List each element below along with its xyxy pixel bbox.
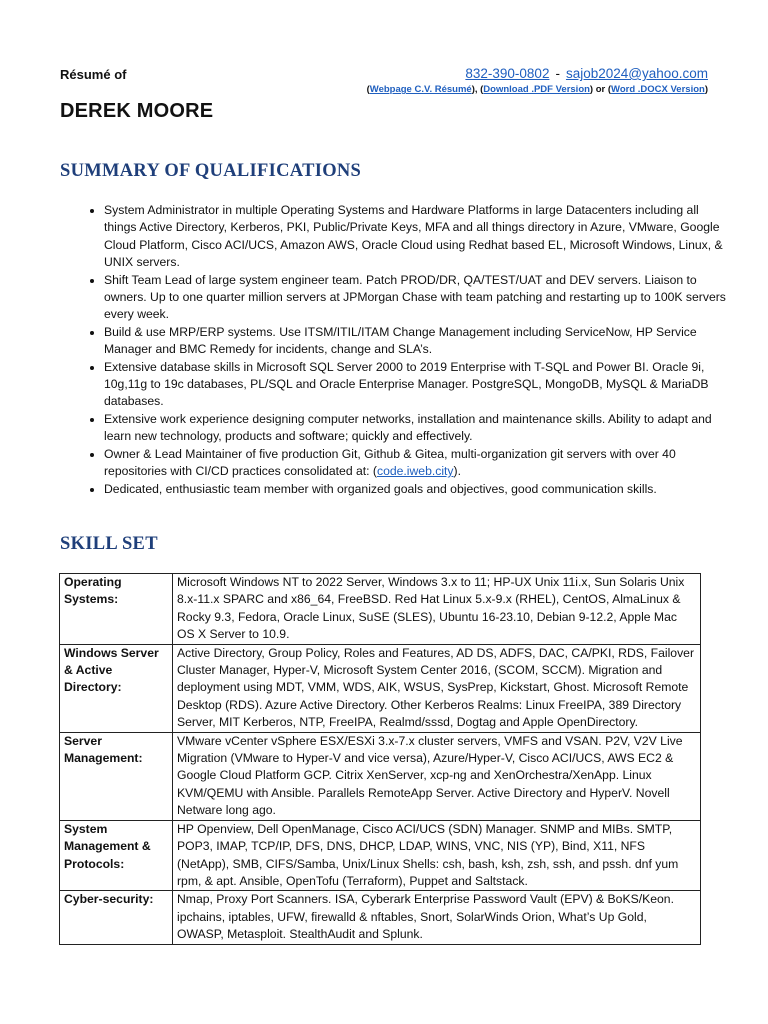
skill-category: Windows Server & Active Directory:	[60, 644, 173, 732]
webpage-cv-link[interactable]: Webpage C.V. Résumé	[369, 84, 472, 95]
contact-separator: -	[555, 66, 560, 81]
resume-of-label: Résumé of	[60, 67, 127, 82]
document-links	[367, 84, 708, 95]
skill-details: HP Openview, Dell OpenManage, Cisco ACI/UCS (SDN) Manager. SNMP and MIBs. SMTP, POP3, IMAP, TCP/IP, DFS, DNS, DHCP, LDAP, WINS, VNC, NIS (YP), Bind, X11, NFS (NetApp), SMB, CIFS/Samba, Unix/Linux Shells: csh, bash, ksh, zsh, ssh, and pssh. dnf yum rpm, & apt. Ansible, OpenTofu (Terraform), Puppet and Saltstack.	[173, 820, 701, 891]
list-item: • Dedicated, enthusiastic team member with organized goals and objectives, good communication skills.	[104, 481, 732, 498]
skill-category: Operating Systems:	[60, 574, 173, 645]
skills-heading: SKILL SET	[60, 534, 158, 554]
table-row	[60, 891, 701, 944]
paren-close: )	[704, 84, 708, 95]
git-item-after: ).	[453, 464, 461, 479]
table-row	[60, 820, 701, 891]
table-row	[60, 574, 701, 645]
table-row	[60, 644, 701, 732]
word-docx-link[interactable]: Word .DOCX Version	[611, 84, 705, 95]
paren-mid-1: ), (	[471, 84, 484, 95]
list-item: • System Administrator in multiple Operating Systems and Hardware Platforms in large Datacenters including all things Active Directory, Kerberos, PKI, Public/Private Keys, MFA and all things directory in Azure, VMware, Google Cloud Platform, Cisco ACI/UCS, Amazon AWS, Oracle Cloud using Redhat based EL, Microsoft Windows, Linux, & UNIX servers.	[104, 202, 732, 272]
code-iweb-city-link[interactable]: code.iweb.city	[376, 464, 454, 479]
summary-heading: SUMMARY OF QUALIFICATIONS	[60, 161, 362, 181]
skill-category: System Management & Protocols:	[60, 820, 173, 891]
skill-details: VMware vCenter vSphere ESX/ESXi 3.x-7.x cluster servers, VMFS and VSAN. P2V, V2V Live Migration (VMware to Hyper-V and vice versa), Azure/Hyper-V, Cisco ACI/UCS, AWS EC2 & Google Cloud Platform GCP. Citrix XenServer, xcp-ng and XenOrchestra/XenApp. Linux KVM/QEMU with Ansible. Parallels RemoteApp Server. Active Directory and HyperV. Novell Netware long ago.	[173, 732, 701, 820]
list-item	[104, 446, 732, 481]
candidate-name: DEREK MOORE	[60, 100, 214, 122]
paren-mid-2: ) or (	[589, 84, 612, 95]
contact-line	[465, 66, 708, 81]
list-item: • Shift Team Lead of large system engineer team. Patch PROD/DR, QA/TEST/UAT and DEV servers. Liaison to owners. Up to one quarter million servers at JPMorgan Chase with team patching and restarting up to 100K servers every week.	[104, 272, 732, 324]
skill-details: Active Directory, Group Policy, Roles and Features, AD DS, ADFS, DAC, CA/PKI, RDS, Failover Cluster Manager, Hyper-V, Microsoft System Center 2016, (SCOM, SCCM). Migration and deployment using MDT, VMM, WDS, AIK, WSUS, SysPrep, Kickstart, Ghost. Microsoft Remote Desktop (RDS). Azure Active Directory. Other Kerberos Realms: Linux FreeIPA, 389 Directory Server, MIT Kerberos, NTP, FreeIPA, Realmd/sssd, Dogtag and Apple OpenDirectory.	[173, 644, 701, 732]
skill-category: Server Management:	[60, 732, 173, 820]
email-link[interactable]: sajob2024@yahoo.com	[565, 66, 708, 81]
skill-details: Nmap, Proxy Port Scanners. ISA, Cyberark Enterprise Password Vault (EPV) & BoKS/Keon. ipchains, iptables, UFW, firewalld & nftables, Snort, SolarWinds Orion, What’s Up Gold, OWASP, Metasploit. StealthAudit and Splunk.	[173, 891, 701, 944]
download-pdf-link[interactable]: Download .PDF Version	[483, 84, 590, 95]
list-item: • Extensive database skills in Microsoft SQL Server 2000 to 2019 Enterprise with T-SQL and Power BI. Oracle 9i, 10g,11g to 19c databases, PL/SQL and Oracle Enterprise Manager. PostgreSQL, MongoDB, MySQL & MariaDB databases.	[104, 359, 732, 411]
phone-link[interactable]: 832-390-0802	[465, 66, 550, 81]
git-item-text: Owner & Lead Maintainer of five production Git, Github & Gitea, multi-organization git servers with over 40 repositories with CI/CD practices consolidated at: (	[104, 446, 676, 479]
paren-open: (	[366, 84, 370, 95]
skills-table	[59, 573, 701, 945]
skill-category: Cyber-security:	[60, 891, 173, 944]
skill-details: Microsoft Windows NT to 2022 Server, Windows 3.x to 11; HP-UX Unix 11i.x, Sun Solaris Unix 8.x-11.x SPARC and x86_64, FreeBSD. Red Hat Linux 5.x-9.x (RHEL), CentOS, AlmaLinux & Rocky 9.3, Fedora, Oracle Linux, SuSE (SLES), Ubuntu 16-23.10, Debian 9-12.2, Apple Mac OS X Server to 10.9.	[173, 574, 701, 645]
list-item: • Build & use MRP/ERP systems. Use ITSM/ITIL/ITAM Change Management including ServiceNow, HP Service Manager and BMC Remedy for incidents, change and SLA’s.	[104, 324, 732, 359]
list-item: • Extensive work experience designing computer networks, installation and maintenance skills. Ability to adapt and learn new technology, products and software; quickly and effectively.	[104, 411, 732, 446]
qualifications-list	[82, 202, 732, 498]
table-row	[60, 732, 701, 820]
